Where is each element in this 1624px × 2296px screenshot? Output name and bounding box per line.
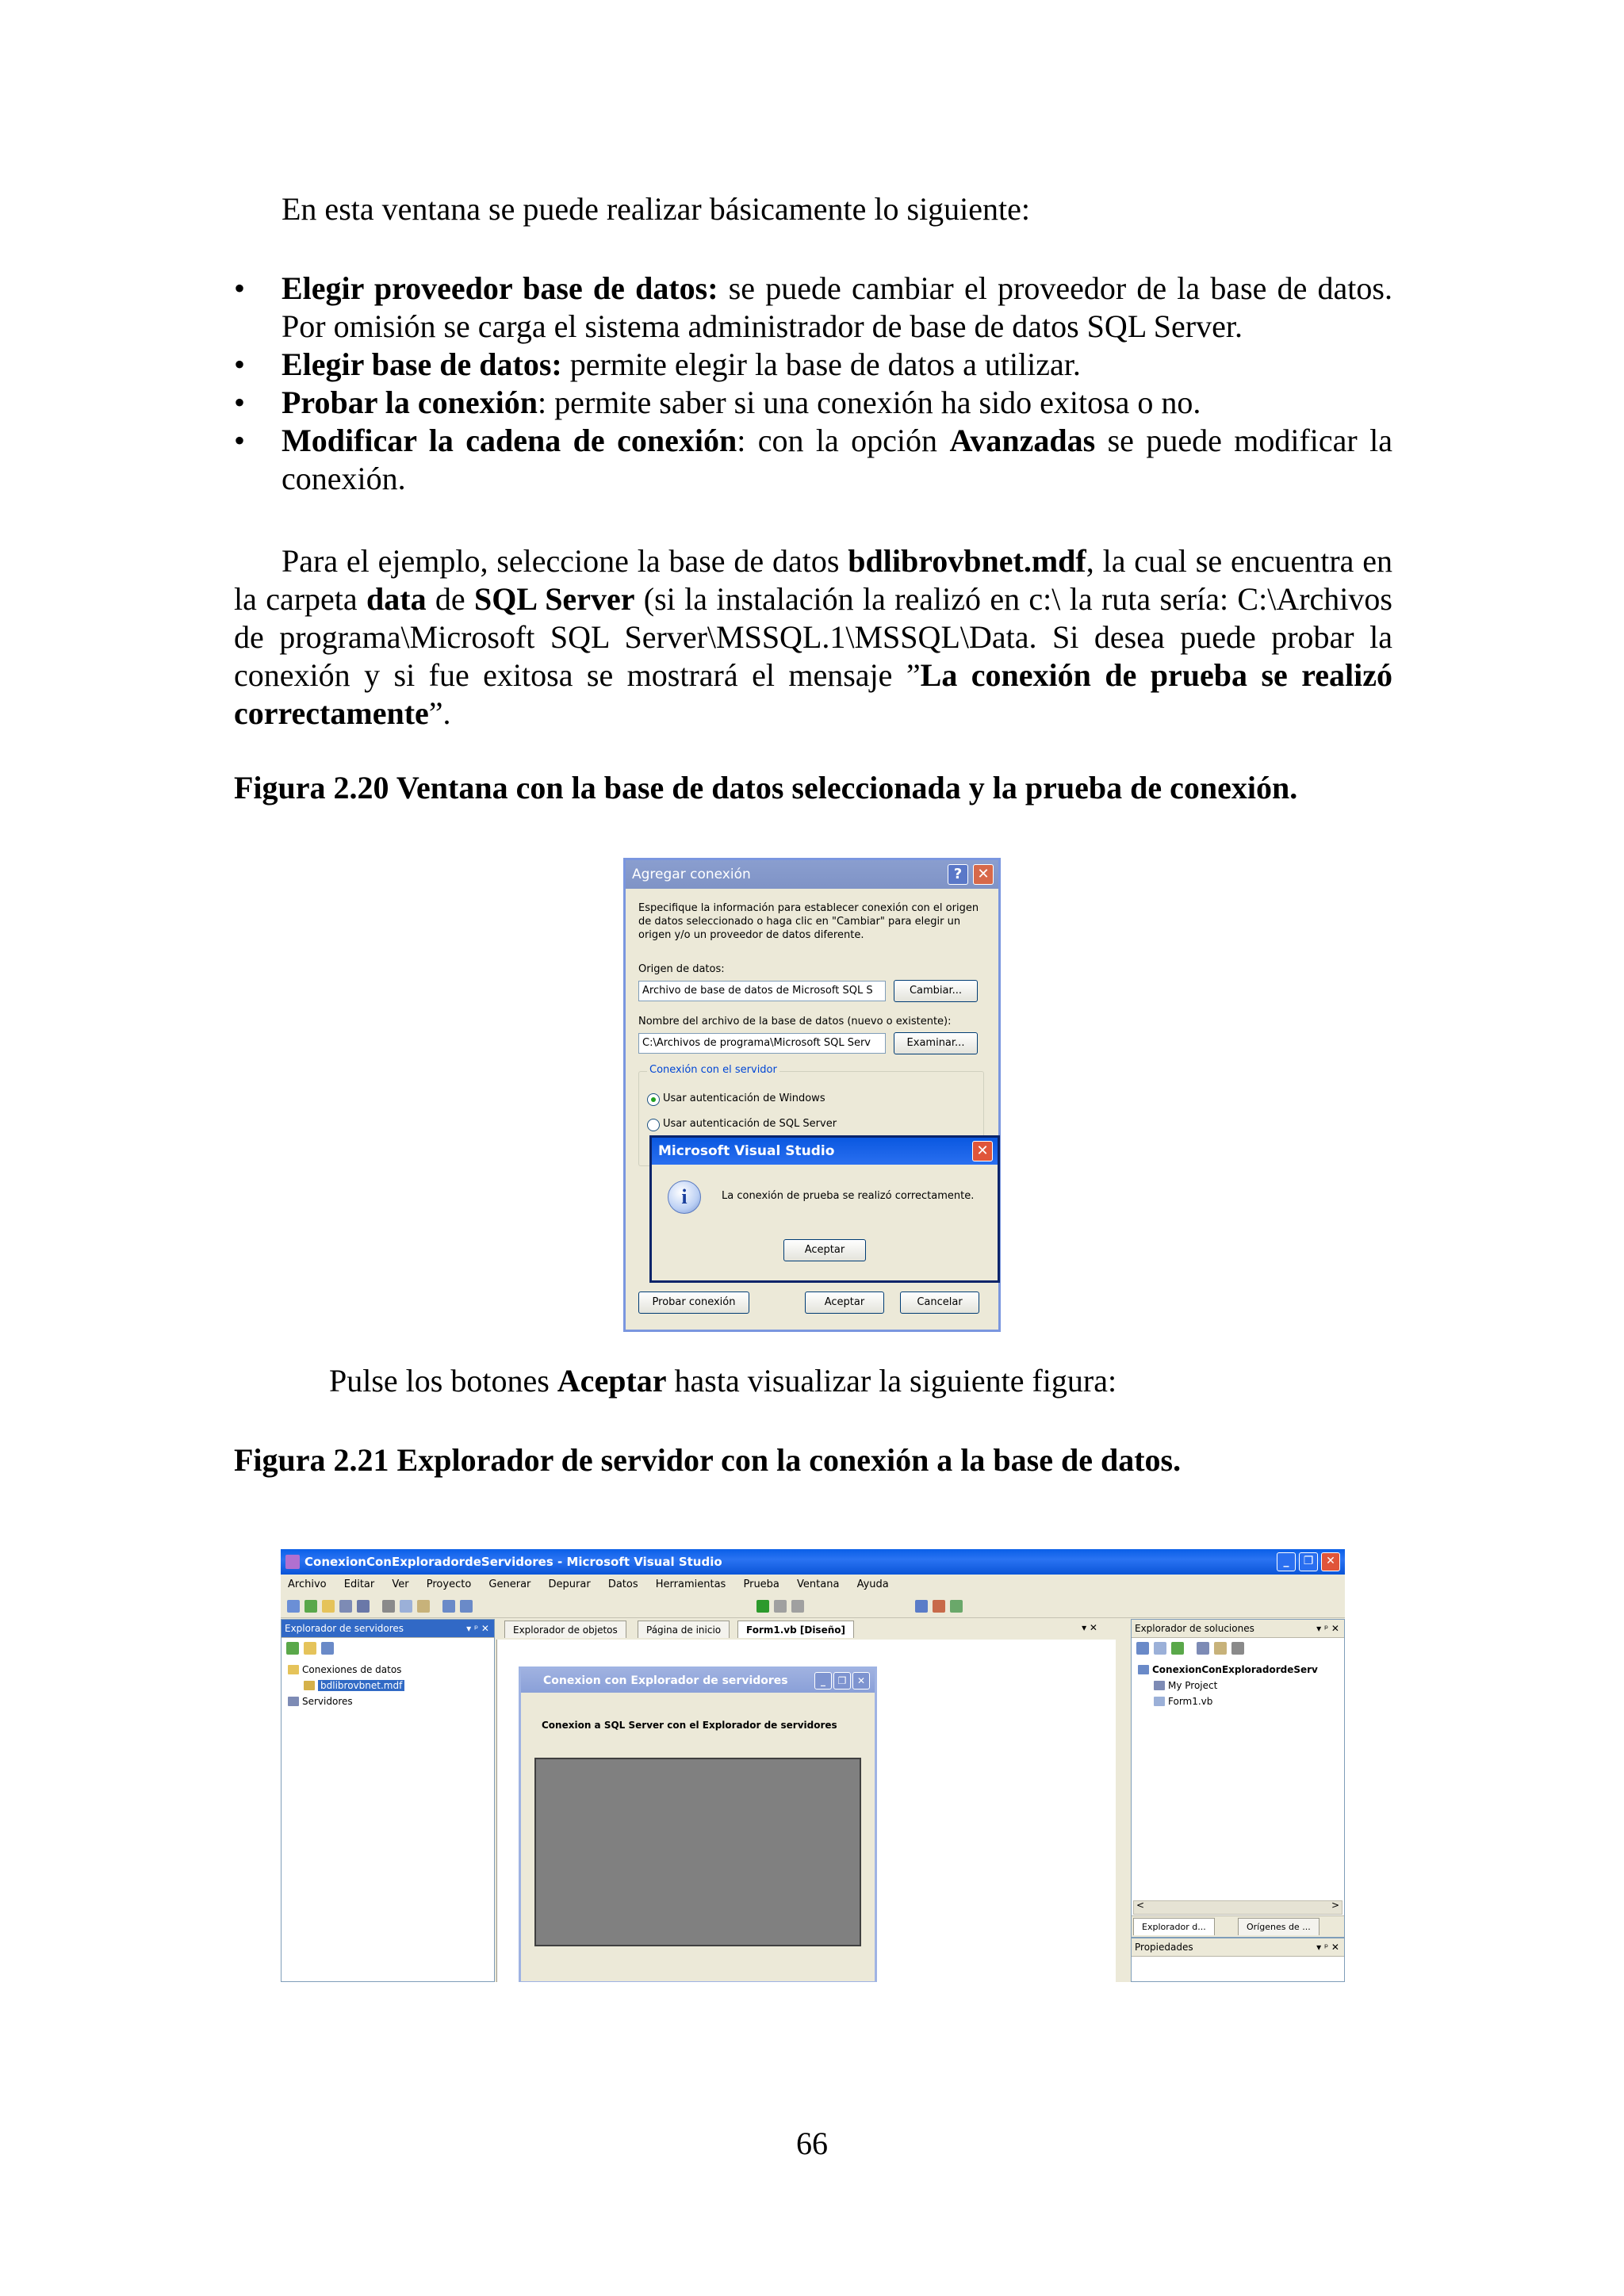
tab-controls[interactable]: ▾ ✕	[1082, 1622, 1097, 1633]
list-item: • Probar la conexión: permite saber si una conexión ha sido exitosa o no.	[234, 384, 1392, 422]
connect-database-icon[interactable]	[304, 1642, 316, 1655]
list-item: • Elegir proveedor base de datos: se puede cambiar el proveedor de la base de datos. Por omisión se carga el sistema administrador de base de datos SQL Server.	[234, 270, 1392, 346]
close-button[interactable]: ✕	[973, 864, 994, 885]
server-explorer-pane	[281, 1619, 495, 1982]
horizontal-scrollbar[interactable]	[1133, 1900, 1342, 1915]
dialog-titlebar	[626, 860, 998, 889]
tree-node-selected[interactable]: bdlibrovbnet.mdf	[304, 1680, 404, 1691]
paste-icon[interactable]	[417, 1600, 430, 1613]
start-debug-icon[interactable]	[756, 1600, 769, 1613]
servers-icon	[288, 1697, 299, 1706]
menu-herramientas[interactable]: Herramientas	[655, 1578, 726, 1590]
view-code-icon[interactable]	[1197, 1642, 1209, 1655]
tree-node[interactable]: Servidores	[288, 1696, 353, 1707]
menu-datos[interactable]: Datos	[607, 1578, 638, 1590]
stop-icon[interactable]	[791, 1600, 804, 1613]
message-box	[649, 1135, 1000, 1283]
file-path-field[interactable]: C:\Archivos de programa\Microsoft SQL Serv	[638, 1033, 886, 1054]
menu-bar	[281, 1575, 1345, 1595]
dialog-description: Especifique la información para establecer conexión con el origen de datos seleccionado o haga clic en "Cambiar" para elegir un origen y/o un proveedor de datos diferente.	[638, 902, 979, 941]
pane-controls[interactable]: ▾ ᵖ ✕	[1316, 1623, 1339, 1634]
help-button[interactable]: ?	[948, 864, 968, 885]
data-connections-icon	[288, 1665, 299, 1674]
tab-form1-design[interactable]: Form1.vb [Diseño]	[737, 1621, 854, 1638]
menu-ayuda[interactable]: Ayuda	[856, 1578, 889, 1590]
tab-object-browser[interactable]: Explorador de objetos	[504, 1621, 626, 1638]
test-connection-button[interactable]: Probar conexión	[638, 1292, 749, 1314]
sql-auth-radio[interactable]: Usar autenticación de SQL Server	[647, 1118, 837, 1130]
menu-ventana[interactable]: Ventana	[797, 1578, 840, 1590]
database-icon	[304, 1681, 315, 1690]
ok-button[interactable]: Aceptar	[805, 1292, 884, 1314]
show-all-files-icon[interactable]	[1154, 1642, 1166, 1655]
vs-titlebar	[281, 1549, 1345, 1575]
solution-explorer-header: Explorador de soluciones ▾ ᵖ ✕	[1132, 1620, 1344, 1638]
message-ok-button[interactable]: Aceptar	[783, 1239, 866, 1261]
toolbox-icon[interactable]	[950, 1600, 963, 1613]
class-view-icon[interactable]	[1231, 1642, 1244, 1655]
menu-proyecto[interactable]: Proyecto	[426, 1578, 472, 1590]
source-field[interactable]: Archivo de base de datos de Microsoft SQL S	[638, 981, 886, 1001]
tree-node[interactable]: Conexiones de datos	[288, 1664, 401, 1675]
properties-icon[interactable]	[933, 1600, 945, 1613]
scroll-left-icon[interactable]: <	[1136, 1900, 1145, 1911]
pause-icon[interactable]	[774, 1600, 787, 1613]
refresh-icon[interactable]	[286, 1642, 299, 1655]
feature-list	[234, 270, 1392, 498]
figure-caption: Figura 2.21 Explorador de servidor con la conexión a la base de datos.	[234, 1442, 1182, 1478]
form-close-button: ✕	[852, 1672, 870, 1689]
my-project-icon	[1154, 1681, 1165, 1690]
menu-ver[interactable]: Ver	[392, 1578, 409, 1590]
project-icon	[1138, 1665, 1149, 1674]
tab-start-page[interactable]: Página de inicio	[638, 1621, 730, 1638]
form-designer-window[interactable]	[519, 1667, 877, 1982]
tab-data-sources[interactable]: Orígenes de ...	[1238, 1918, 1320, 1935]
undo-icon[interactable]	[442, 1600, 455, 1613]
server-explorer-toolbar	[286, 1642, 342, 1656]
visual-studio-window	[281, 1549, 1345, 1982]
message-titlebar	[652, 1138, 998, 1165]
server-explorer-header: Explorador de servidores ▾ ᵖ ✕	[282, 1620, 494, 1638]
list-item: • Elegir base de datos: permite elegir la base de datos a utilizar.	[234, 346, 1392, 384]
connect-server-icon[interactable]	[321, 1642, 334, 1655]
form-minimize-button: _	[814, 1672, 832, 1689]
solution-explorer-toolbar	[1136, 1642, 1295, 1656]
form-file-icon	[1154, 1697, 1165, 1706]
tree-node[interactable]: ConexionConExploradordeServ	[1138, 1664, 1318, 1675]
add-item-icon[interactable]	[304, 1600, 317, 1613]
cut-icon[interactable]	[382, 1600, 395, 1613]
solution-explorer-icon[interactable]	[915, 1600, 928, 1613]
menu-depurar[interactable]: Depurar	[548, 1578, 591, 1590]
open-icon[interactable]	[322, 1600, 335, 1613]
browse-button[interactable]: Examinar...	[894, 1032, 978, 1054]
file-label: Nombre del archivo de la base de datos (nuevo o existente):	[638, 1016, 952, 1027]
save-icon[interactable]	[339, 1600, 352, 1613]
menu-prueba[interactable]: Prueba	[743, 1578, 779, 1590]
form-label[interactable]: Conexion a SQL Server con el Explorador de servidores	[542, 1720, 837, 1731]
cancel-button[interactable]: Cancelar	[900, 1292, 979, 1314]
minimize-button[interactable]: _	[1277, 1552, 1296, 1571]
menu-editar[interactable]: Editar	[343, 1578, 375, 1590]
tab-server-explorer[interactable]: Explorador d...	[1133, 1918, 1215, 1935]
tree-node[interactable]: Form1.vb	[1154, 1696, 1212, 1707]
windows-auth-radio[interactable]: Usar autenticación de Windows	[647, 1093, 825, 1104]
solution-explorer-pane	[1131, 1619, 1345, 1938]
info-icon: i	[668, 1181, 701, 1214]
save-all-icon[interactable]	[357, 1600, 370, 1613]
copy-icon[interactable]	[400, 1600, 412, 1613]
form-title: Conexion con Explorador de servidores	[543, 1674, 788, 1687]
message-title: Microsoft Visual Studio	[658, 1143, 835, 1159]
pane-controls[interactable]: ▾ ᵖ ✕	[1316, 1942, 1339, 1953]
intro-paragraph: En esta ventana se puede realizar básicamente lo siguiente:	[282, 191, 1031, 227]
datagrid-placeholder[interactable]	[534, 1758, 861, 1946]
menu-archivo[interactable]: Archivo	[288, 1578, 327, 1590]
properties-pane	[1131, 1938, 1345, 1982]
close-button[interactable]: ✕	[972, 1141, 993, 1161]
properties-icon[interactable]	[1136, 1642, 1149, 1655]
vs-title: ConexionConExploradordeServidores - Microsoft Visual Studio	[304, 1555, 722, 1569]
change-button[interactable]: Cambiar...	[894, 980, 978, 1002]
group-label: Conexión con el servidor	[647, 1064, 779, 1076]
instruction-paragraph: Pulse los botones Aceptar hasta visualizar la siguiente figura:	[329, 1363, 1117, 1399]
tree-node[interactable]: My Project	[1154, 1680, 1217, 1691]
properties-header: Propiedades ▾ ᵖ ✕	[1132, 1938, 1344, 1957]
pane-tab-strip	[1132, 1915, 1344, 1937]
maximize-button[interactable]: ❐	[1299, 1552, 1318, 1571]
source-label: Origen de datos:	[638, 963, 725, 975]
form-titlebar	[521, 1669, 875, 1693]
redo-icon[interactable]	[460, 1600, 473, 1613]
standard-toolbar	[281, 1595, 1345, 1618]
page-number: 66	[796, 2126, 828, 2161]
menu-generar[interactable]: Generar	[488, 1578, 531, 1590]
vs-app-icon	[285, 1555, 300, 1569]
figure-caption: Figura 2.20 Ventana con la base de datos seleccionada y la prueba de conexión.	[234, 770, 1298, 806]
list-item: • Modificar la cadena de conexión: con la opción Avanzadas se puede modificar la conexión.	[234, 422, 1392, 498]
dialog-title: Agregar conexión	[632, 867, 751, 882]
example-paragraph: Para el ejemplo, seleccione la base de datos bdlibrovbnet.mdf, la cual se encuentra en la carpeta data de SQL Server (si la instalación la realizó en c:\ la ruta sería: C:\Archivos de programa\Microsoft SQL Server\MSSQL.1\MSSQL\Data. Si desea puede probar la conexión y si fue exitosa se mostrará el mensaje ”La conexión de prueba se realizó correctamente”.	[234, 543, 1392, 731]
scroll-right-icon[interactable]: >	[1331, 1900, 1339, 1911]
view-designer-icon[interactable]	[1214, 1642, 1227, 1655]
pane-controls[interactable]: ▾ ᵖ ✕	[466, 1623, 489, 1634]
close-button[interactable]: ✕	[1321, 1552, 1340, 1571]
message-text: La conexión de prueba se realizó correctamente.	[722, 1190, 975, 1202]
form-maximize-button: ❐	[833, 1672, 851, 1689]
new-project-icon[interactable]	[287, 1600, 300, 1613]
refresh-icon[interactable]	[1171, 1642, 1184, 1655]
document-tab-strip	[496, 1619, 1131, 1640]
